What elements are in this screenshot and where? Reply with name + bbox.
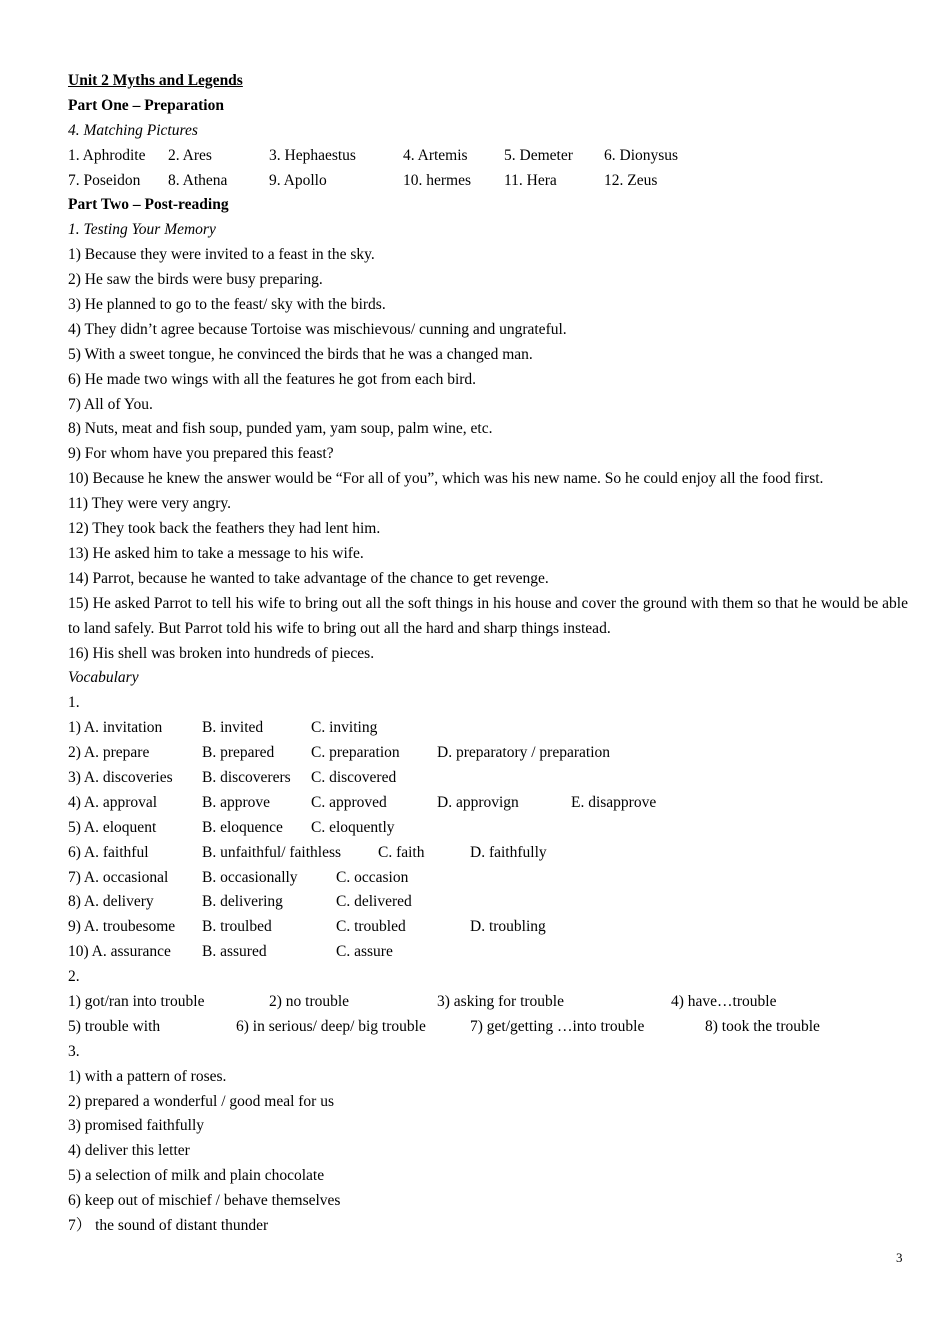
vocab-row	[68, 791, 908, 816]
vocab-option: C. troubled	[336, 918, 406, 936]
vocab-option: B. prepared	[202, 744, 275, 762]
vocab-option: D. approvign	[437, 793, 519, 811]
vocab-option: 2) A. prepare	[68, 744, 150, 762]
matching-item: 2. Ares	[168, 146, 212, 164]
vocab-option: D. troubling	[470, 918, 546, 936]
vocab-option: 6) A. faithful	[68, 843, 149, 861]
vocab-option: B. delivering	[202, 893, 283, 911]
phrase-answer: 6) keep out of mischief / behave themselves	[68, 1192, 341, 1210]
memory-answer: 4) They didn’t agree because Tortoise was mischievous/ cunning and ungrateful.	[68, 320, 567, 338]
matching-row-2	[68, 169, 908, 194]
vocab-option: C. assure	[336, 943, 393, 961]
vocab-option: C. inviting	[311, 719, 378, 737]
memory-answer: 15) He asked Parrot to tell his wife to bring out all the soft things in his house and cover the ground with them so that he would be able to land safely. But Parrot told his wife to bring out all the hard and sharp things instead.	[68, 594, 908, 637]
memory-answer: 2) He saw the birds were busy preparing.	[68, 271, 323, 289]
memory-answer: 9) For whom have you prepared this feast?	[68, 445, 334, 463]
vocab-option: B. approve	[202, 793, 271, 811]
vocab-option: B. eloquence	[202, 818, 283, 836]
vocabulary-heading: Vocabulary	[68, 669, 139, 687]
vocab-option: 4) A. approval	[68, 793, 158, 811]
vocab-option: 1) A. invitation	[68, 719, 163, 737]
vocab-option: C. delivered	[336, 893, 412, 911]
trouble-answer: 7) get/getting …into trouble	[470, 1017, 645, 1035]
vocab-option: 7) A. occasional	[68, 868, 169, 886]
vocab-row	[68, 866, 908, 891]
vocab-option: 10) A. assurance	[68, 943, 171, 961]
unit-title: Unit 2 Myths and Legends	[68, 72, 243, 89]
vocab-option: C. preparation	[311, 744, 400, 762]
phrase-answer: 1) with a pattern of roses.	[68, 1067, 227, 1085]
document-page	[68, 69, 908, 1239]
vocab-option: 5) A. eloquent	[68, 818, 157, 836]
trouble-answer: 2) no trouble	[269, 992, 350, 1010]
vocab-option: C. faith	[378, 843, 425, 861]
vocab-option: D. faithfully	[470, 843, 547, 861]
memory-answer: 7) All of You.	[68, 395, 153, 413]
vocab-row	[68, 716, 908, 741]
trouble-answer: 8) took the trouble	[705, 1017, 820, 1035]
matching-item: 7. Poseidon	[68, 171, 141, 189]
trouble-answer: 6) in serious/ deep/ big trouble	[236, 1017, 426, 1035]
vocab-option: B. unfaithful/ faithless	[202, 843, 342, 861]
vocab-option: E. disapprove	[571, 793, 657, 811]
vocab-row	[68, 890, 908, 915]
vocab-option: C. discovered	[311, 768, 397, 786]
exercise-3-label: 3.	[68, 1042, 80, 1060]
vocab-option: 9) A. troubesome	[68, 918, 176, 936]
vocab-option: B. discoverers	[202, 768, 291, 786]
vocab-option: C. eloquently	[311, 818, 395, 836]
matching-row-1	[68, 144, 908, 169]
vocab-row	[68, 915, 908, 940]
vocab-option: D. preparatory / preparation	[437, 744, 611, 762]
memory-answer: 16) His shell was broken into hundreds of pieces.	[68, 644, 375, 662]
matching-item: 1. Aphrodite	[68, 146, 146, 164]
part-one-heading: Part One – Preparation	[68, 96, 224, 114]
testing-memory-heading: 1. Testing Your Memory	[68, 221, 216, 239]
matching-item: 11. Hera	[504, 171, 557, 189]
trouble-row-2	[68, 1015, 908, 1040]
matching-item: 12. Zeus	[604, 171, 658, 189]
memory-answer: 10) Because he knew the answer would be “For all of you”, which was his new name. So he could enjoy all the food first.	[68, 470, 824, 488]
matching-pictures-heading: 4. Matching Pictures	[68, 121, 198, 139]
trouble-answer: 1) got/ran into trouble	[68, 992, 205, 1010]
phrase-answer: 7） the sound of distant thunder	[68, 1217, 269, 1234]
memory-answer: 14) Parrot, because he wanted to take advantage of the chance to get revenge.	[68, 569, 549, 587]
matching-item: 6. Dionysus	[604, 146, 679, 164]
vocab-option: C. occasion	[336, 868, 409, 886]
trouble-row-1	[68, 990, 908, 1015]
exercise-2-label: 2.	[68, 968, 80, 986]
phrase-answer: 2) prepared a wonderful / good meal for us	[68, 1092, 334, 1110]
memory-answer: 6) He made two wings with all the features he got from each bird.	[68, 370, 477, 388]
memory-answer: 8) Nuts, meat and fish soup, punded yam, yam soup, palm wine, etc.	[68, 420, 493, 438]
memory-answer: 13) He asked him to take a message to his wife.	[68, 544, 364, 562]
trouble-answer: 5) trouble with	[68, 1017, 161, 1035]
memory-answer: 1) Because they were invited to a feast in the sky.	[68, 246, 375, 264]
part-two-heading: Part Two – Post-reading	[68, 196, 229, 214]
exercise-1-label: 1.	[68, 694, 80, 712]
matching-item: 5. Demeter	[504, 146, 573, 164]
vocab-row	[68, 741, 908, 766]
vocab-row	[68, 766, 908, 791]
matching-item: 4. Artemis	[403, 146, 468, 164]
memory-answer: 12) They took back the feathers they had lent him.	[68, 520, 381, 538]
memory-answer: 5) With a sweet tongue, he convinced the birds that he was a changed man.	[68, 345, 533, 363]
matching-item: 8. Athena	[168, 171, 228, 189]
phrase-answer: 4) deliver this letter	[68, 1142, 190, 1160]
memory-answer: 11) They were very angry.	[68, 495, 231, 513]
vocab-option: 3) A. discoveries	[68, 768, 173, 786]
matching-item: 9. Apollo	[269, 171, 327, 189]
trouble-answer: 3) asking for trouble	[437, 992, 564, 1010]
vocab-row	[68, 940, 908, 965]
vocab-option: B. assured	[202, 943, 267, 961]
memory-answer: 3) He planned to go to the feast/ sky with the birds.	[68, 296, 386, 314]
matching-item: 10. hermes	[403, 171, 472, 189]
page-number: 3	[896, 1250, 903, 1265]
vocab-option: B. troulbed	[202, 918, 272, 936]
vocab-row	[68, 841, 908, 866]
vocab-option: B. invited	[202, 719, 264, 737]
vocab-row	[68, 816, 908, 841]
vocab-option: 8) A. delivery	[68, 893, 154, 911]
vocab-option: B. occasionally	[202, 868, 298, 886]
vocab-option: C. approved	[311, 793, 387, 811]
trouble-answer: 4) have…trouble	[671, 992, 777, 1010]
phrase-answer: 3) promised faithfully	[68, 1117, 205, 1135]
matching-item: 3. Hephaestus	[269, 146, 356, 164]
phrase-answer: 5) a selection of milk and plain chocolate	[68, 1167, 325, 1185]
